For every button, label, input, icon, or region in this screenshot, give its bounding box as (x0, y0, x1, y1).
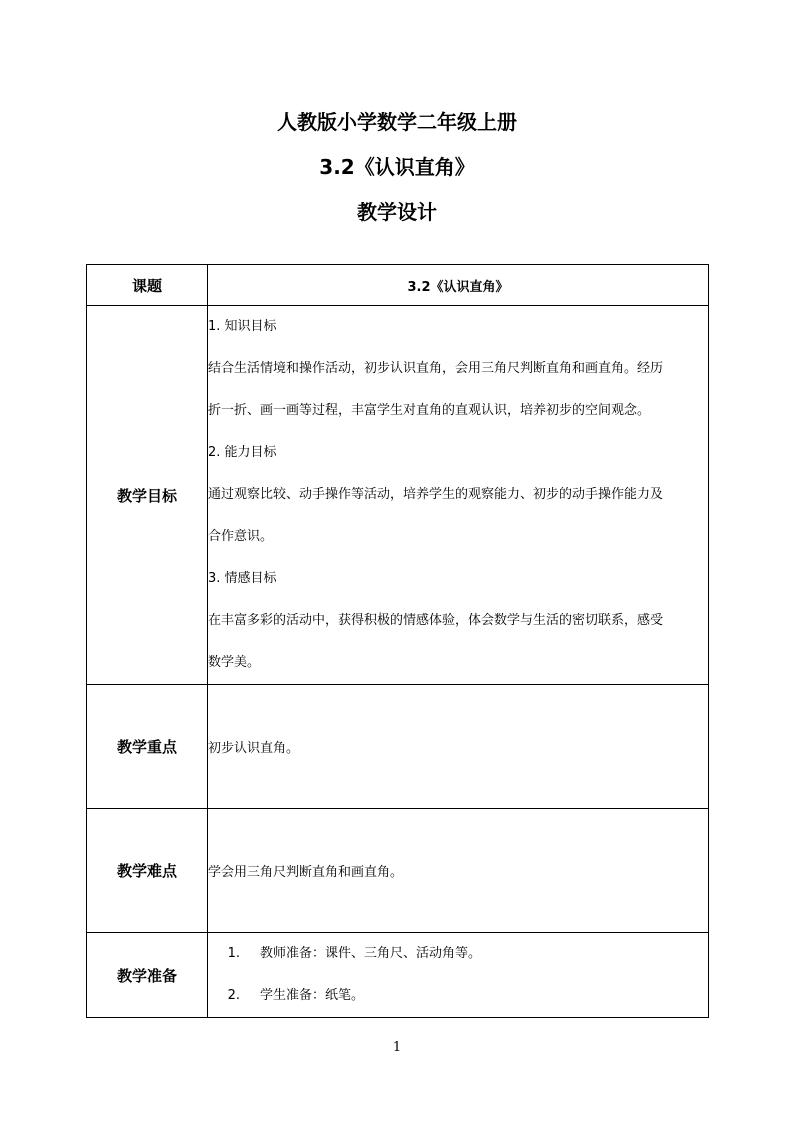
goals-line: 2. 能力目标 (208, 445, 277, 460)
goals-line: 折一折、画一画等过程，丰富学生对直角的直观认识，培养初步的空间观念。 (208, 403, 651, 418)
list-number: 1. (227, 946, 240, 961)
table-row-preparation (87, 933, 709, 1018)
topic-label: 课题 (87, 265, 208, 306)
difficulties-value: 学会用三角尺判断直角和画直角。 (208, 809, 709, 933)
goals-line: 1. 知识目标 (208, 319, 277, 334)
goals-content (208, 306, 709, 685)
list-text: 教师准备：课件、三角尺、活动角等。 (260, 946, 482, 961)
list-item (208, 933, 708, 975)
list-text: 学生准备：纸笔。 (260, 988, 365, 1003)
title-textbook: 人教版小学数学二年级上册 (277, 110, 517, 134)
list-number: 2. (227, 988, 240, 1003)
title-design: 教学设计 (357, 200, 437, 224)
goals-line: 通过观察比较、动手操作等活动，培养学生的观察能力、初步的动手操作能力及 (208, 487, 664, 502)
lesson-plan-table (86, 264, 709, 1018)
topic-value: 3.2《认识直角》 (208, 265, 709, 306)
table-row-key-points (87, 685, 709, 809)
goals-line: 在丰富多彩的活动中，获得积极的情感体验，体会数学与生活的密切联系，感受 (208, 613, 664, 628)
goals-label: 教学目标 (87, 306, 208, 685)
goals-line: 数学美。 (208, 655, 261, 670)
goals-line: 3. 情感目标 (208, 571, 277, 586)
table-row-difficulties (87, 809, 709, 933)
key-points-label: 教学重点 (87, 685, 208, 809)
table-row-topic (87, 265, 709, 306)
difficulties-label: 教学难点 (87, 809, 208, 933)
goals-line: 结合生活情境和操作活动，初步认识直角，会用三角尺判断直角和画直角。经历 (208, 361, 664, 376)
document-title (0, 100, 794, 235)
preparation-content (208, 933, 709, 1018)
key-points-value: 初步认识直角。 (208, 685, 709, 809)
table-row-goals (87, 306, 709, 685)
title-lesson: 3.2《认识直角》 (319, 155, 475, 179)
goals-line: 合作意识。 (208, 529, 274, 544)
list-item (208, 975, 708, 1017)
preparation-label: 教学准备 (87, 933, 208, 1018)
page-number: 1 (392, 1040, 402, 1055)
